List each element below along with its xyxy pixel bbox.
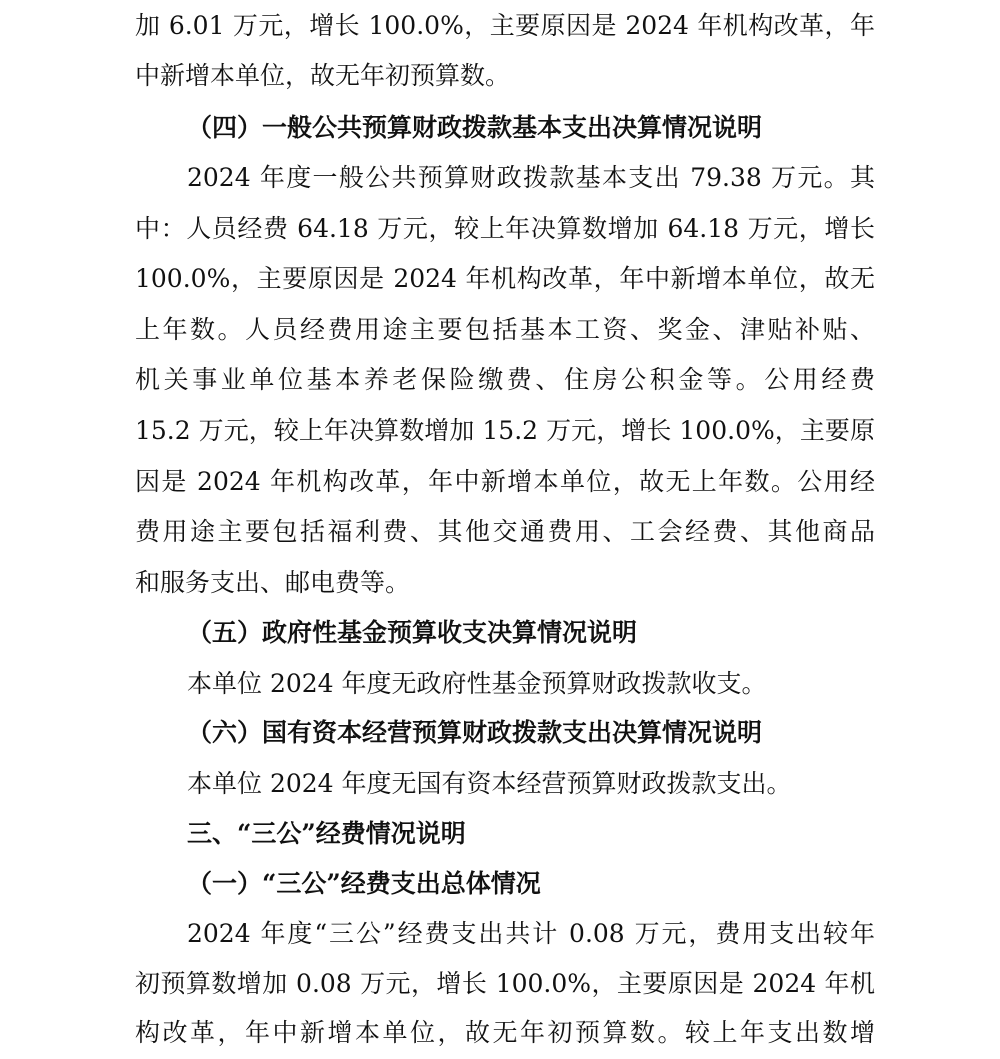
paragraph-line: 15.2 万元，较上年决算数增加 15.2 万元，增长 100.0%，主要原 [135,416,875,445]
paragraph-line: 初预算数增加 0.08 万元，增长 100.0%，主要原因是 2024 年机 [135,969,875,998]
paragraph-line: 中新增本单位，故无年初预算数。 [135,61,511,90]
paragraph-line: 加 6.01 万元，增长 100.0%，主要原因是 2024 年机构改革，年 [135,11,875,40]
paragraph-line: 中：人员经费 64.18 万元，较上年决算数增加 64.18 万元，增长 [135,214,875,243]
paragraph-line: 机关事业单位基本养老保险缴费、住房公积金等。公用经费 [135,365,875,394]
paragraph-line: 100.0%，主要原因是 2024 年机构改革，年中新增本单位，故无 [135,264,875,293]
paragraph-line: 上年数。人员经费用途主要包括基本工资、奖金、津贴补贴、 [135,315,875,344]
paragraph-line: 本单位 2024 年度无政府性基金预算财政拨款收支。 [187,669,767,698]
paragraph-line: 2024 年度一般公共预算财政拨款基本支出 79.38 万元。其 [187,163,875,192]
paragraph-line: 因是 2024 年机构改革，年中新增本单位，故无上年数。公用经 [135,467,875,496]
section-heading: （五）政府性基金预算收支决算情况说明 [187,618,638,647]
paragraph-line: 2024 年度“三公”经费支出共计 0.08 万元，费用支出较年 [187,919,875,948]
paragraph-line: 构改革，年中新增本单位，故无年初预算数。较上年支出数增 [135,1018,875,1047]
paragraph-line: 本单位 2024 年度无国有资本经营预算财政拨款支出。 [187,769,792,798]
chapter-heading: 三、“三公”经费情况说明 [187,819,466,848]
section-heading: （四）一般公共预算财政拨款基本支出决算情况说明 [187,113,763,142]
section-heading: （一）“三公”经费支出总体情况 [187,869,541,898]
paragraph-line: 和服务支出、邮电费等。 [135,568,411,597]
paragraph-line: 费用途主要包括福利费、其他交通费用、工会经费、其他商品 [135,517,875,546]
section-heading: （六）国有资本经营预算财政拨款支出决算情况说明 [187,718,763,747]
